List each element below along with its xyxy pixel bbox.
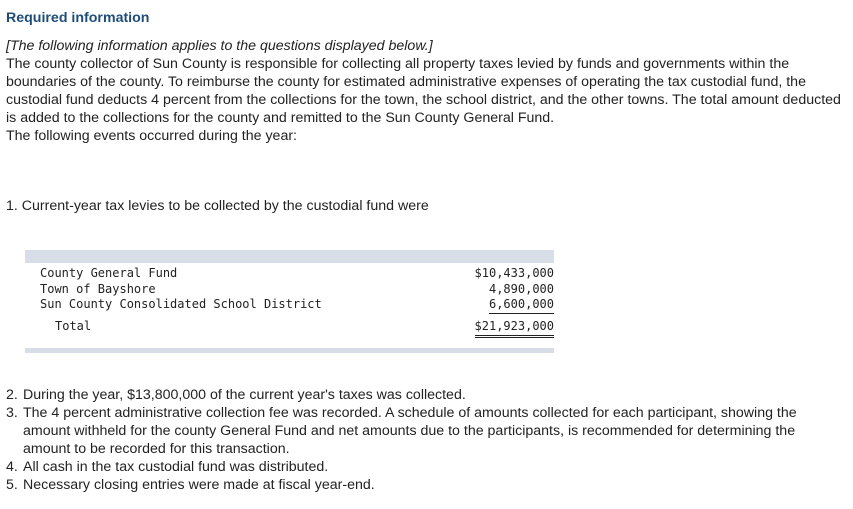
event-item-1 bbox=[6, 197, 429, 215]
levy-amount: $10,433,000 bbox=[474, 266, 554, 280]
event-text: The 4 percent administrative collection fee was recorded. A schedule of amounts collected for each participant, showing the amount withheld for the county General Fund and net amounts due to the participants, is recommended for determining the amount to be recorded for this transaction. bbox=[23, 405, 797, 457]
levy-amount: 6,600,000 bbox=[489, 297, 554, 314]
levy-name: County General Fund bbox=[40, 266, 178, 280]
event-number: 3. bbox=[6, 405, 18, 421]
list-item bbox=[6, 386, 846, 404]
table-row bbox=[25, 297, 554, 314]
event-text: All cash in the tax custodial fund was distributed. bbox=[23, 459, 329, 475]
table-row bbox=[25, 282, 554, 298]
event-text: During the year, $13,800,000 of the current year's taxes was collected. bbox=[23, 387, 466, 403]
intro-block bbox=[6, 37, 851, 145]
levy-name: Town of Bayshore bbox=[40, 281, 156, 296]
event-number: 1. bbox=[6, 198, 18, 214]
list-item bbox=[6, 476, 846, 494]
levy-amount: 4,890,000 bbox=[488, 281, 554, 296]
intro-paragraph: The county collector of Sun County is responsible for collecting all property taxes levied by funds and governments within the boundaries of the county. To reimburse the county for estimated administrative expenses of operating the tax custodial fund, the custodial fund deducts 4 percent from the collections for the town, the school district, and the other towns. The total amount deducted is added to the collections for the county and remitted to the Sun County General Fund. bbox=[6, 56, 841, 126]
table-top-band bbox=[25, 250, 554, 263]
table-row bbox=[25, 266, 554, 282]
event-number: 5. bbox=[6, 477, 18, 493]
events-intro: The following events occurred during the year: bbox=[6, 128, 298, 144]
levy-name: Sun County Consolidated School District bbox=[40, 297, 322, 311]
event-text: Current-year tax levies to be collected by the custodial fund were bbox=[21, 198, 429, 214]
intro-note: [The following information applies to the questions displayed below.] bbox=[6, 38, 433, 54]
table-bottom-band bbox=[25, 348, 554, 353]
tax-levies-table bbox=[25, 250, 554, 353]
event-number: 2. bbox=[6, 387, 18, 403]
events-list bbox=[6, 386, 846, 494]
list-item bbox=[6, 458, 846, 476]
total-label: Total bbox=[55, 318, 92, 333]
table-total-row bbox=[25, 314, 554, 339]
levies-table bbox=[25, 266, 554, 338]
section-heading: Required information bbox=[6, 10, 150, 26]
event-text: Necessary closing entries were made at fiscal year-end. bbox=[23, 477, 375, 493]
list-item bbox=[6, 404, 846, 458]
event-number: 4. bbox=[6, 459, 18, 475]
total-amount: $21,923,000 bbox=[475, 319, 554, 339]
